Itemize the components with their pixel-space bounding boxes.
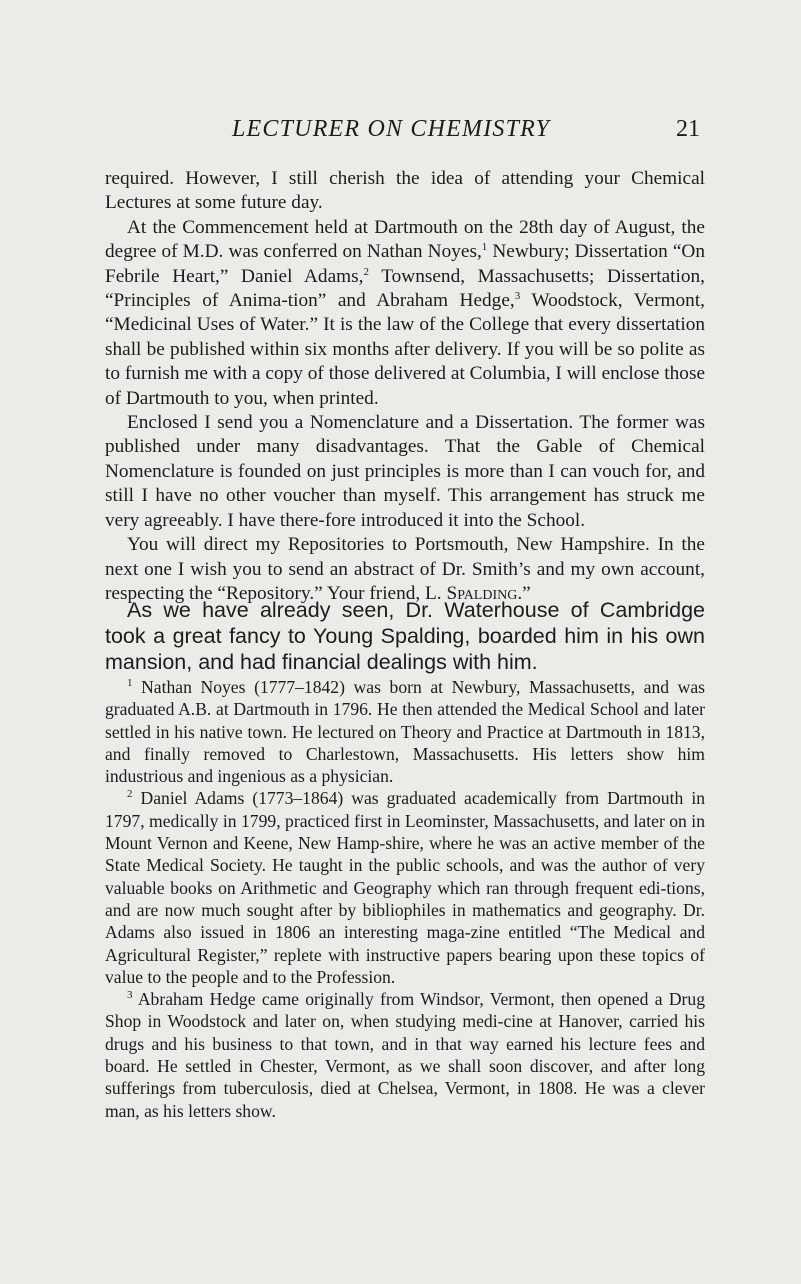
footnote-ref: 1 bbox=[481, 241, 488, 254]
running-title: LECTURER ON CHEMISTRY bbox=[232, 116, 551, 142]
letter-paragraph: required. However, I still cherish the idea of attending your Chemical Lectures at some future day. bbox=[105, 168, 705, 214]
letter-paragraph: Enclosed I send you a Nomenclature and a Dissertation. The former was published under many disadvantages. That the Gable of Chemical Nomenclature is founded on just principles is more than I can vouch for, and still I have no other voucher than myself. This arrangement has struck me very agreeably. I have there-fore introduced it into the School. bbox=[105, 412, 705, 531]
text-run: .” bbox=[517, 582, 531, 604]
text-run: At the Commencement held at Dartmouth on the 28th day of August, the degree of M.D. was conferred on Nathan Noyes, bbox=[105, 216, 705, 263]
footnote-text: Daniel Adams (1773–1864) was graduated academically from Dartmouth in 1797, medically in 1799, practiced first in Leominster, Massachusetts, and later on in Mount Vernon and Keene, New Hamp-shire, where he was an active member of the State Medical Society. He taught in the public schools, and was the author of very valuable books on Arithmetic and Geography which ran through frequent edi-tions, and are now much sought after by bibliophiles in mathematics and geography. Dr. Adams also issued in 1806 an interesting maga-zine entitled “The Medical and Agricultural Register,” replete with instructive papers bearing upon these topics of value to the people and to the Profession. bbox=[105, 788, 705, 987]
footnote-ref: 3 bbox=[514, 290, 521, 303]
footnote-text: Abraham Hedge came originally from Windsor, Vermont, then opened a Drug Shop in Woodstock and later on, when studying medi-cine at Hanover, carried his drugs and his business to that town, and in that way earned his lecture fees and board. He settled in Chester, Vermont, as we shall soon discover, and after long sufferings from tuberculosis, died at Chelsea, Vermont, in 1808. He was a clever man, as his letters show. bbox=[105, 989, 705, 1121]
letter-paragraph bbox=[105, 216, 705, 411]
footnote-marker: 3 bbox=[127, 989, 133, 1002]
footnote bbox=[105, 787, 705, 988]
text-run: Newbury; Dissertation “On Febrile Heart,” Daniel Adams, bbox=[105, 241, 706, 287]
footnote-marker: 2 bbox=[127, 788, 133, 801]
footnote-text: Nathan Noyes (1777–1842) was born at Newbury, Massachusetts, and was graduated A.B. at Dartmouth in 1796. He then attended the Medical School and later settled in his native town. He lectured on Theory and Practice at Dartmouth in 1813, and finally removed to Charlestown, Massachusetts. His letters show him industrious and ingenious as a physician. bbox=[105, 677, 705, 787]
text-run: Townsend, Massachusetts; Dissertation, “Principles of Anima-tion” and Abraham Hedge, bbox=[105, 265, 706, 312]
footnote bbox=[105, 676, 705, 787]
text-run: Woodstock, Vermont, “Medicinal Uses of Water.” It is the law of the College that every dissertation shall be published within six months after delivery. If you will be so polite as to furnish me with a copy of those delivered at Columbia, I will enclose those of Dartmouth to you, when printed. bbox=[105, 290, 705, 409]
text-run: You will direct my Repositories to Portsmouth, New Hampshire. In the next one I wish you to send an abstract of Dr. Smith’s and my own account, respecting the “Repository.” Your friend, L. bbox=[105, 534, 705, 604]
footnotes bbox=[105, 676, 705, 1122]
page-number: 21 bbox=[676, 116, 700, 142]
letter-text bbox=[105, 167, 705, 606]
letter-paragraph bbox=[105, 533, 705, 606]
footnote-marker: 1 bbox=[127, 677, 133, 689]
signature: Spalding bbox=[446, 582, 518, 604]
footnote-ref: 2 bbox=[363, 265, 369, 278]
narrative-paragraph: As we have already seen, Dr. Waterhouse of Cambridge took a great fancy to Young Spalding, boarded him in his own mansion, and had financial dealings with him. bbox=[105, 598, 705, 674]
footnote bbox=[105, 988, 705, 1122]
